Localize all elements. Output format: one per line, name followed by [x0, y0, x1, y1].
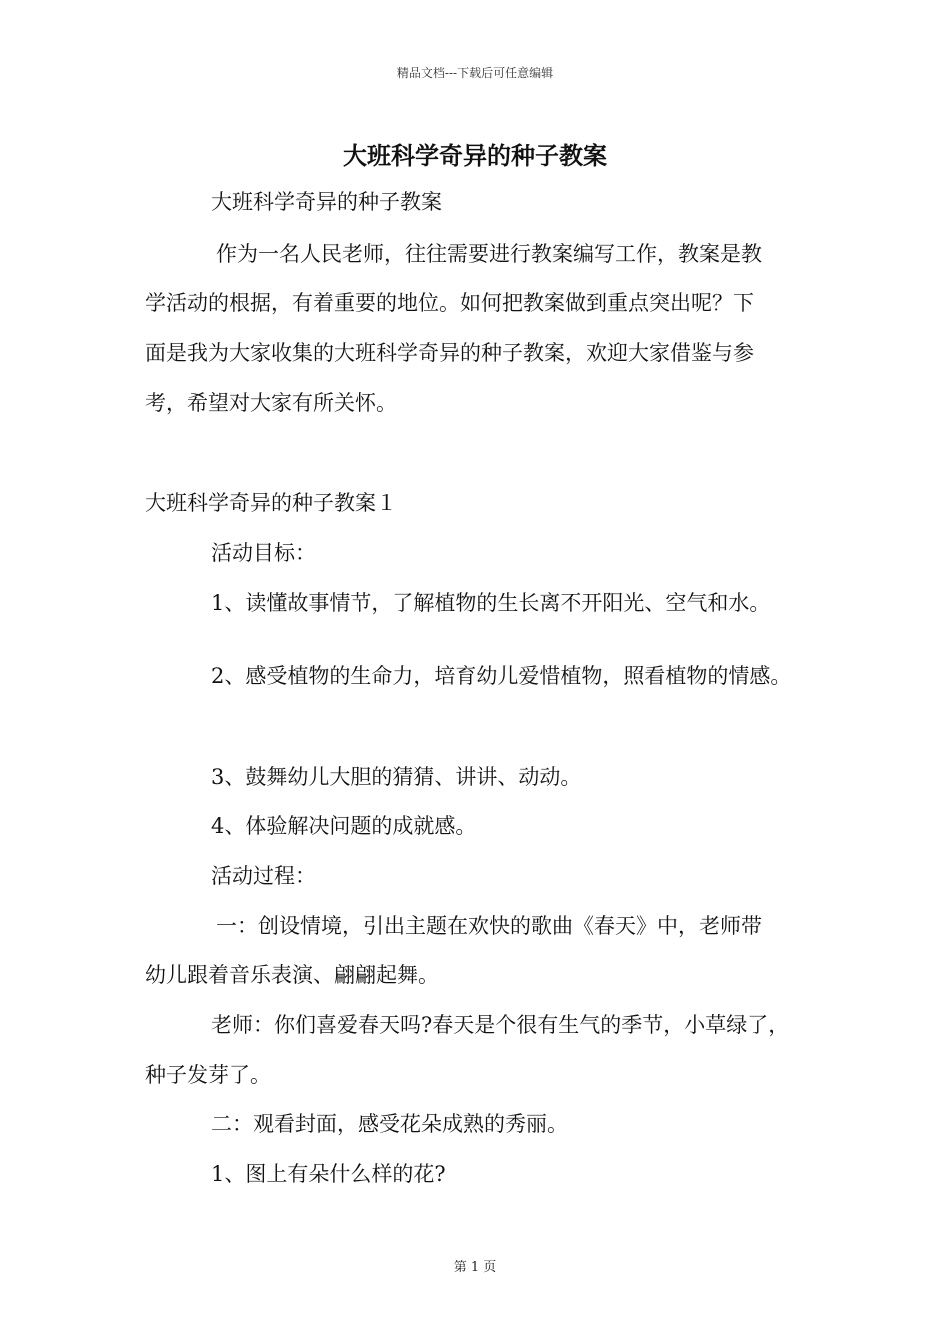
teacher-line-1: 老师：你们喜爱春天吗?春天是个很有生气的季节，小草绿了，: [211, 1013, 790, 1037]
goal-item-2: 2、感受植物的生命力，培育幼儿爱惜植物，照看植物的情感。: [211, 664, 792, 688]
intro-line-1: 作为一名人民老师，往往需要进行教案编写工作，教案是教: [216, 242, 762, 266]
goals-heading: 活动目标：: [211, 541, 316, 565]
section-heading: 大班科学奇异的种子教案１: [145, 491, 397, 515]
intro-line-2: 学活动的根据，有着重要的地位。如何把教案做到重点突出呢？下: [145, 291, 754, 315]
goal-item-4: 4、体验解决问题的成就感。: [211, 814, 477, 838]
subtitle-line: 大班科学奇异的种子教案: [211, 190, 442, 214]
process-heading: 活动过程：: [211, 864, 316, 888]
page-header: 精品文档---下载后可任意编辑: [396, 66, 554, 80]
process-step-2: 二：观看封面，感受花朵成熟的秀丽。: [211, 1112, 568, 1136]
intro-line-3: 面是我为大家收集的大班科学奇异的种子教案，欢迎大家借鉴与参: [145, 341, 754, 365]
document-title: 大班科学奇异的种子教案: [343, 141, 607, 170]
page-number: 第 1 页: [453, 1260, 497, 1275]
process-step-1-line-2: 幼儿跟着音乐表演、翩翩起舞。: [145, 963, 439, 987]
teacher-line-2: 种子发芽了。: [145, 1063, 271, 1087]
process-step-1-line-1: 一：创设情境，引出主题在欢快的歌曲《春天》中，老师带: [216, 914, 762, 938]
intro-line-4: 考，希望对大家有所关怀。: [145, 391, 397, 415]
question-1: 1、图上有朵什么样的花?: [211, 1162, 446, 1186]
goal-item-3: 3、鼓舞幼儿大胆的猜猜、讲讲、动动。: [211, 765, 582, 789]
goal-item-1: 1、读懂故事情节，了解植物的生长离不开阳光、空气和水。: [211, 591, 771, 615]
